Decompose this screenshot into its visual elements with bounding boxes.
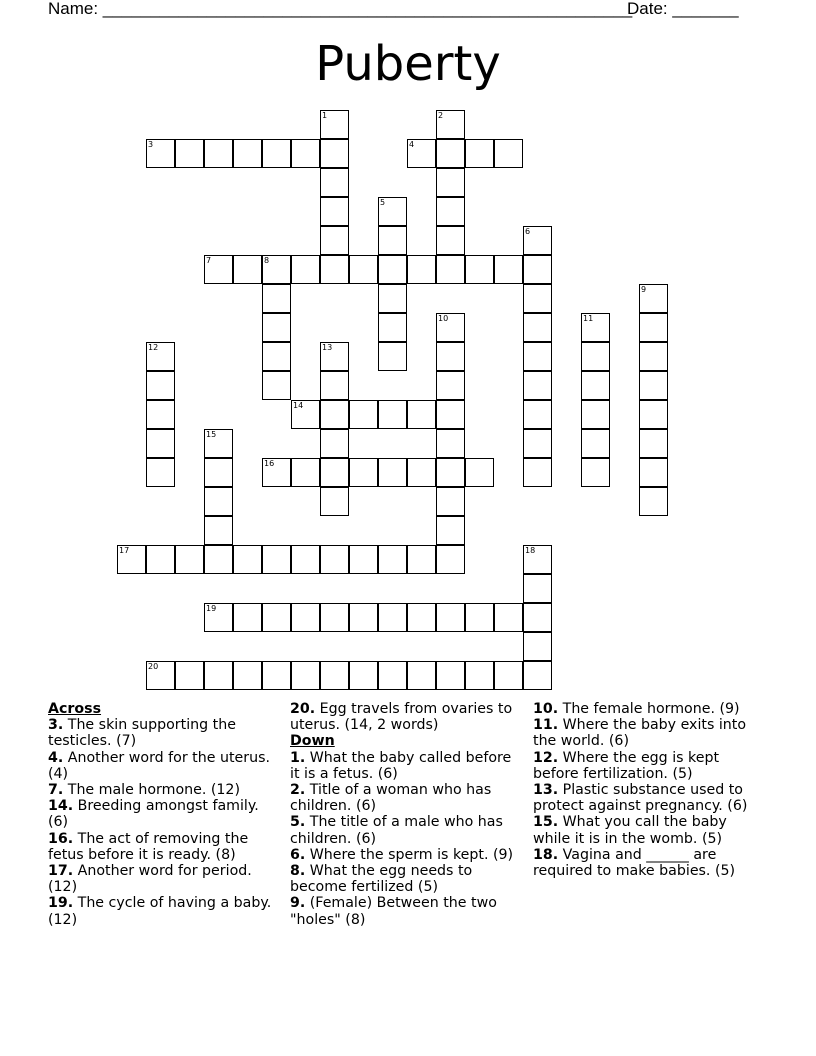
clue-item [533,847,763,879]
grid-cell[interactable] [291,603,320,632]
grid-cell[interactable] [291,255,320,284]
grid-cell[interactable] [320,400,349,429]
down-clue-list [290,750,518,928]
grid-cell[interactable] [436,139,465,168]
clue-number: 16. [48,830,74,847]
grid-cell[interactable] [262,342,291,371]
grid-cell[interactable] [436,168,465,197]
grid-cell[interactable] [465,603,494,632]
grid-cell[interactable] [436,429,465,458]
cell-number: 16 [264,459,275,468]
grid-cell[interactable] [146,139,175,168]
cell-number: 7 [206,256,212,265]
grid-cell[interactable] [581,458,610,487]
clue-item [533,750,763,782]
clue-item [48,782,273,798]
cell-number: 12 [148,343,159,352]
cell-number: 17 [119,546,130,555]
clue-text: The male hormone. (12) [63,782,240,799]
grid-cell[interactable] [436,313,465,342]
clue-number: 3. [48,717,64,734]
grid-cell[interactable] [349,458,378,487]
grid-cell[interactable] [407,400,436,429]
grid-cell[interactable] [523,545,552,574]
grid-cell[interactable] [436,400,465,429]
grid-cell[interactable] [639,313,668,342]
cell-number: 8 [264,256,270,265]
grid-cell[interactable] [320,603,349,632]
clues-column-1 [48,701,273,928]
grid-cell[interactable] [581,313,610,342]
grid-cell[interactable] [523,255,552,284]
clue-number: 8. [290,863,306,880]
grid-cell[interactable] [204,429,233,458]
cell-number: 10 [438,314,449,323]
grid-cell[interactable] [581,429,610,458]
clue-text: The title of a male who has children. (6) [290,814,503,847]
grid-cell[interactable] [320,110,349,139]
grid-cell[interactable] [204,516,233,545]
grid-cell[interactable] [523,632,552,661]
clue-item [533,701,763,717]
clue-text: What the baby called before it is a fetus. (6) [290,749,512,782]
clue-item [48,831,273,863]
grid-cell[interactable] [436,458,465,487]
grid-cell[interactable] [320,139,349,168]
grid-cell[interactable] [581,400,610,429]
grid-cell[interactable] [175,661,204,690]
cell-number: 2 [438,111,444,120]
grid-cell[interactable] [291,545,320,574]
cell-number: 6 [525,227,531,236]
grid-cell[interactable] [349,400,378,429]
across-clue-list [48,717,273,928]
grid-cell[interactable] [407,458,436,487]
cell-number: 14 [293,401,304,410]
grid-cell[interactable] [465,139,494,168]
grid-cell[interactable] [320,487,349,516]
grid-cell[interactable] [146,429,175,458]
grid-cell[interactable] [349,661,378,690]
grid-cell[interactable] [378,458,407,487]
clue-text: Title of a woman who has children. (6) [290,782,492,815]
grid-cell[interactable] [581,342,610,371]
clue-text: Vagina and ______ are required to make babies. (5) [533,846,736,880]
clue-item [48,750,273,782]
clue-number: 17. [48,863,74,880]
grid-cell[interactable] [320,545,349,574]
grid-cell[interactable] [494,255,523,284]
grid-cell[interactable] [523,400,552,429]
grid-cell[interactable] [378,197,407,226]
grid-cell[interactable] [349,603,378,632]
clue-item [290,701,518,733]
clue-number: 7. [48,782,64,799]
grid-cell[interactable] [378,284,407,313]
clue-item [533,717,763,749]
grid-cell[interactable] [262,545,291,574]
grid-cell[interactable] [320,226,349,255]
clue-text: The skin supporting the testicles. (7) [48,717,236,750]
grid-cell[interactable] [523,661,552,690]
grid-cell[interactable] [436,226,465,255]
grid-cell[interactable] [378,255,407,284]
down-heading: Down [290,733,335,750]
grid-cell[interactable] [639,342,668,371]
clue-text: Another word for period. (12) [48,863,252,896]
grid-cell[interactable] [204,545,233,574]
grid-cell[interactable] [523,342,552,371]
clue-number: 4. [48,749,64,766]
grid-cell[interactable] [291,139,320,168]
grid-cell[interactable] [523,603,552,632]
grid-cell[interactable] [262,371,291,400]
cell-number: 9 [641,285,647,294]
clue-text: The cycle of having a baby. (12) [48,895,272,928]
grid-cell[interactable] [407,661,436,690]
grid-cell[interactable] [523,458,552,487]
cell-number: 11 [583,314,594,323]
grid-cell[interactable] [320,342,349,371]
cell-number: 13 [322,343,333,352]
clue-number: 10. [533,701,559,717]
grid-cell[interactable] [436,110,465,139]
grid-cell[interactable] [378,226,407,255]
clue-item [290,750,518,782]
grid-cell[interactable] [233,255,262,284]
clue-item [290,814,518,846]
grid-cell[interactable] [291,400,320,429]
clue-text: Egg travels from ovaries to uterus. (14, 2 words) [290,701,513,734]
grid-cell[interactable] [523,226,552,255]
clue-text: Another word for the uterus. (4) [48,749,270,782]
clue-number: 19. [48,895,74,912]
cell-number: 5 [380,198,386,207]
clue-number: 6. [290,846,306,863]
clue-item [290,895,518,927]
grid-cell[interactable] [262,458,291,487]
grid-cell[interactable] [465,458,494,487]
grid-cell[interactable] [523,574,552,603]
clue-text: Where the sperm is kept. (9) [305,846,514,863]
grid-cell[interactable] [233,661,262,690]
grid-cell[interactable] [436,197,465,226]
grid-cell[interactable] [639,400,668,429]
grid-cell[interactable] [117,545,146,574]
clue-item [48,895,273,927]
grid-cell[interactable] [262,255,291,284]
grid-cell[interactable] [320,371,349,400]
grid-cell[interactable] [320,458,349,487]
grid-cell[interactable] [494,603,523,632]
grid-cell[interactable] [262,661,291,690]
grid-cell[interactable] [378,545,407,574]
grid-cell[interactable] [378,603,407,632]
grid-cell[interactable] [146,661,175,690]
grid-cell[interactable] [523,371,552,400]
grid-cell[interactable] [465,661,494,690]
clue-text: Breeding amongst family. (6) [48,798,259,831]
clue-number: 2. [290,782,306,799]
grid-cell[interactable] [639,458,668,487]
grid-cell[interactable] [436,255,465,284]
cell-number: 3 [148,140,154,149]
clue-number: 15. [533,814,559,831]
grid-cell[interactable] [146,371,175,400]
cell-number: 19 [206,604,217,613]
clue-number: 13. [533,782,559,799]
grid-cell[interactable] [436,603,465,632]
grid-cell[interactable] [639,429,668,458]
puzzle-title: Puberty [315,36,501,92]
grid-cell[interactable] [204,603,233,632]
grid-cell[interactable] [523,429,552,458]
grid-cell[interactable] [233,139,262,168]
clue-item [290,782,518,814]
grid-cell[interactable] [233,603,262,632]
cell-number: 20 [148,662,159,671]
clue-item [48,717,273,749]
grid-cell[interactable] [639,284,668,313]
cell-number: 15 [206,430,217,439]
grid-cell[interactable] [378,661,407,690]
grid-cell[interactable] [233,545,262,574]
clue-number: 14. [48,798,74,815]
down-clue-list-continued [533,701,763,879]
clue-item [48,863,273,895]
clue-text: (Female) Between the two "holes" (8) [290,895,497,928]
clue-item [290,847,518,863]
grid-cell[interactable] [436,487,465,516]
grid-cell[interactable] [465,255,494,284]
grid-cell[interactable] [407,255,436,284]
grid-cell[interactable] [262,139,291,168]
clue-number: 1. [290,749,306,766]
cell-number: 1 [322,111,328,120]
clue-text: What you call the baby while it is in the womb. (5) [533,814,727,847]
grid-cell[interactable] [407,139,436,168]
across-heading: Across [48,701,102,717]
grid-cell[interactable] [320,429,349,458]
clue-text: Where the egg is kept before fertilization. (5) [533,749,720,782]
grid-cell[interactable] [436,545,465,574]
grid-cell[interactable] [436,516,465,545]
grid-cell[interactable] [146,458,175,487]
grid-cell[interactable] [262,603,291,632]
clue-text: Plastic substance used to protect against pregnancy. (6) [533,782,748,815]
grid-cell[interactable] [146,400,175,429]
clue-number: 9. [290,895,306,912]
grid-cell[interactable] [581,371,610,400]
grid-cell[interactable] [291,458,320,487]
grid-cell[interactable] [349,545,378,574]
clue-number: 18. [533,846,559,863]
grid-cell[interactable] [407,545,436,574]
cell-number: 4 [409,140,415,149]
grid-cell[interactable] [262,313,291,342]
date-field-line[interactable]: Date: _______ [627,0,739,18]
grid-cell[interactable] [320,661,349,690]
grid-cell[interactable] [175,139,204,168]
clues-column-3 [533,701,763,879]
cell-number: 18 [525,546,536,555]
across-clue-list-continued [290,701,518,733]
clue-number: 20. [290,701,316,717]
clue-item [290,863,518,895]
grid-cell[interactable] [204,255,233,284]
grid-cell[interactable] [378,342,407,371]
grid-cell[interactable] [204,458,233,487]
grid-cell[interactable] [639,371,668,400]
grid-cell[interactable] [204,661,233,690]
clue-text: Where the baby exits into the world. (6) [533,717,747,750]
clue-text: The female hormone. (9) [558,701,740,717]
clue-number: 5. [290,814,306,831]
grid-cell[interactable] [378,400,407,429]
grid-cell[interactable] [494,139,523,168]
grid-cell[interactable] [436,342,465,371]
grid-cell[interactable] [407,603,436,632]
grid-cell[interactable] [204,139,233,168]
grid-cell[interactable] [262,284,291,313]
grid-cell[interactable] [494,661,523,690]
clue-text: The act of removing the fetus before it is ready. (8) [48,830,249,863]
grid-cell[interactable] [523,284,552,313]
clue-number: 11. [533,717,559,734]
grid-cell[interactable] [320,255,349,284]
grid-cell[interactable] [436,371,465,400]
grid-cell[interactable] [639,487,668,516]
grid-cell[interactable] [320,168,349,197]
clues-column-2 [290,701,518,928]
clue-number: 12. [533,749,559,766]
grid-cell[interactable] [146,545,175,574]
grid-cell[interactable] [436,661,465,690]
grid-cell[interactable] [204,487,233,516]
clue-item [533,814,763,846]
grid-cell[interactable] [146,342,175,371]
grid-cell[interactable] [523,313,552,342]
grid-cell[interactable] [291,661,320,690]
clue-item [533,782,763,814]
clue-item [48,798,273,830]
name-field-line[interactable]: Name: ________________________________________________________ [48,0,633,18]
grid-cell[interactable] [175,545,204,574]
grid-cell[interactable] [349,255,378,284]
grid-cell[interactable] [378,313,407,342]
grid-cell[interactable] [320,197,349,226]
clue-text: What the egg needs to become fertilized (5) [290,863,473,896]
